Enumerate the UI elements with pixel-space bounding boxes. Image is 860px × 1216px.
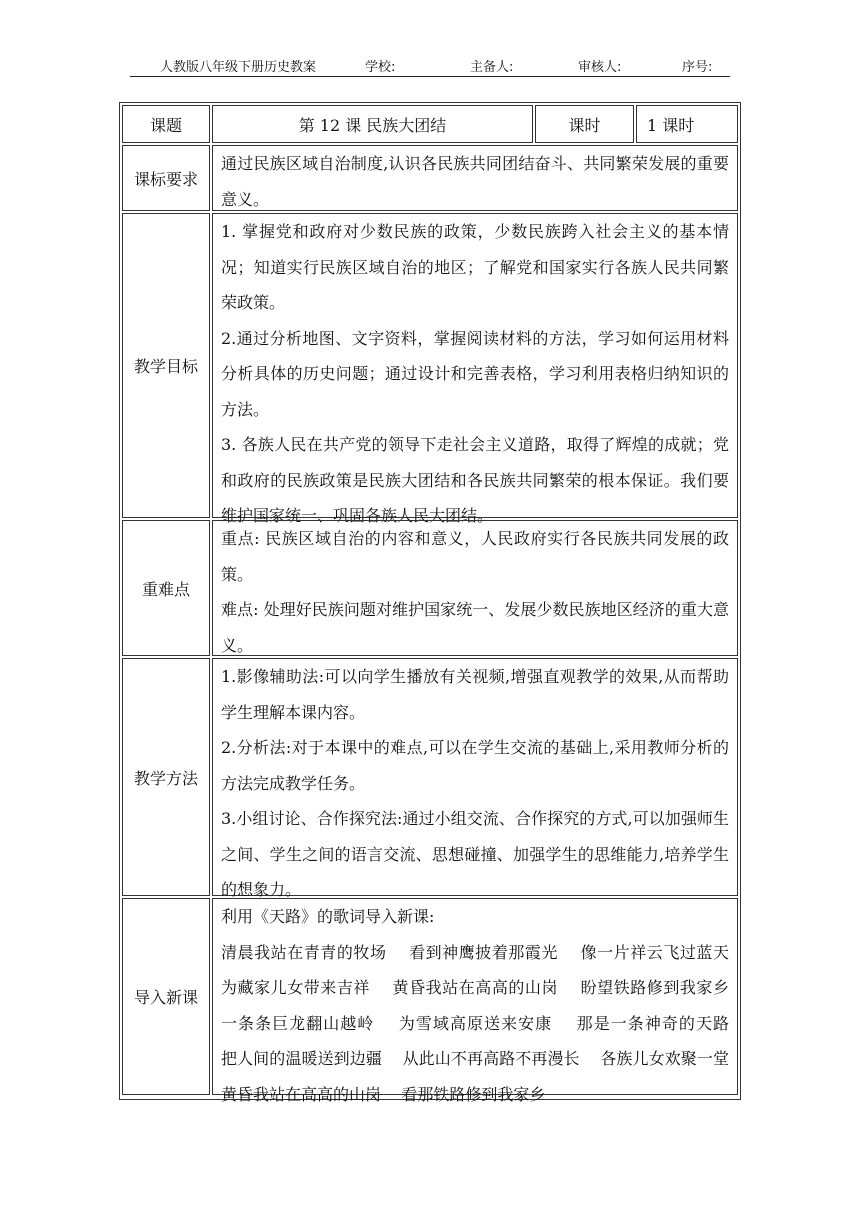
standard-paragraph: 通过民族区域自治制度,认识各民族共同团结奋斗、共同繁荣发展的重要意义。 — [221, 154, 729, 209]
method-item: 2.分析法:对于本课中的难点,可以在学生交流的基础上,采用教师分析的方法完成教学任务。 — [221, 738, 729, 793]
hours-label: 课时 — [535, 105, 634, 143]
goals-label: 教学目标 — [122, 213, 210, 518]
reviewer-field: 审核人: — [578, 60, 622, 75]
goal-item: 3. 各族人民在共产党的领导下走社会主义道路，取得了辉煌的成就；党和政府的民族政策是民族大团结和各民族共同繁荣的根本保证。我们要维护国家统一、巩固各族人民大团结。 — [221, 435, 729, 525]
key-point-item: 重点: 民族区域自治的内容和意义，人民政府实行各民族共同发展的政策。 — [221, 529, 729, 584]
intro-lead: 利用《天路》的歌词导入新课: — [221, 907, 435, 926]
song-lyrics: 清晨我站在青青的牧场 看到神鹰披着那霞光 像一片祥云飞过蓝天 为藏家儿女带来吉祥 黄昏我站在高高的山岗 盼望铁路修到我家乡 一条条巨龙翻山越岭 为雪域高原送来安康 那是一条神奇的天路 把人间的温暖送到边疆 从此山不再高路不再漫长 各族儿女欢聚一堂 黄昏我站在高高的山岗 看那铁路修到我家乡 — [221, 942, 750, 1104]
intro-content — [212, 898, 750, 1104]
key-points-row — [122, 520, 738, 656]
page-header — [130, 54, 730, 77]
goal-item: 1. 掌握党和政府对少数民族的政策，少数民族跨入社会主义的基本情况；知道实行民族区域自治的地区；了解党和国家实行各族人民共同繁荣政策。 — [221, 222, 729, 312]
standard-row — [122, 145, 738, 211]
methods-content — [212, 658, 738, 899]
methods-row — [122, 658, 738, 899]
lesson-plan-table — [119, 102, 750, 1104]
hours-value: 1 课时 — [636, 105, 738, 143]
title-row — [122, 105, 738, 143]
difficult-point-item: 难点: 处理好民族问题对维护国家统一、发展少数民族地区经济的重大意义。 — [221, 600, 729, 655]
school-field: 学校: — [365, 60, 396, 75]
intro-label: 导入新课 — [122, 898, 210, 1095]
title-label: 课题 — [122, 105, 210, 143]
preparer-field: 主备人: — [470, 60, 514, 75]
method-item: 3.小组讨论、合作探究法:通过小组交流、合作探究的方式,可以加强师生之间、学生之间的语言交流、思想碰撞、加强学生的思维能力,培养学生的想象力。 — [221, 809, 729, 899]
goals-content — [212, 213, 738, 525]
standard-text — [212, 145, 738, 211]
goal-item: 2.通过分析地图、文字资料，掌握阅读材料的方法，学习如何运用材料分析具体的历史问题；通过设计和完善表格，学习利用表格归纳知识的方法。 — [221, 328, 729, 419]
lesson-title: 第 12 课 民族大团结 — [212, 105, 533, 143]
goals-row — [122, 213, 738, 525]
doc-title: 人教版八年级下册历史教案 — [160, 60, 317, 75]
method-item: 1.影像辅助法:可以向学生播放有关视频,增强直观教学的效果,从而帮助学生理解本课内容。 — [221, 667, 729, 722]
key-points-content — [212, 520, 738, 656]
methods-label: 教学方法 — [122, 658, 210, 896]
standard-label: 课标要求 — [122, 145, 210, 211]
key-points-label: 重难点 — [122, 520, 210, 656]
serial-field: 序号: — [682, 60, 713, 75]
intro-row — [122, 898, 750, 1104]
